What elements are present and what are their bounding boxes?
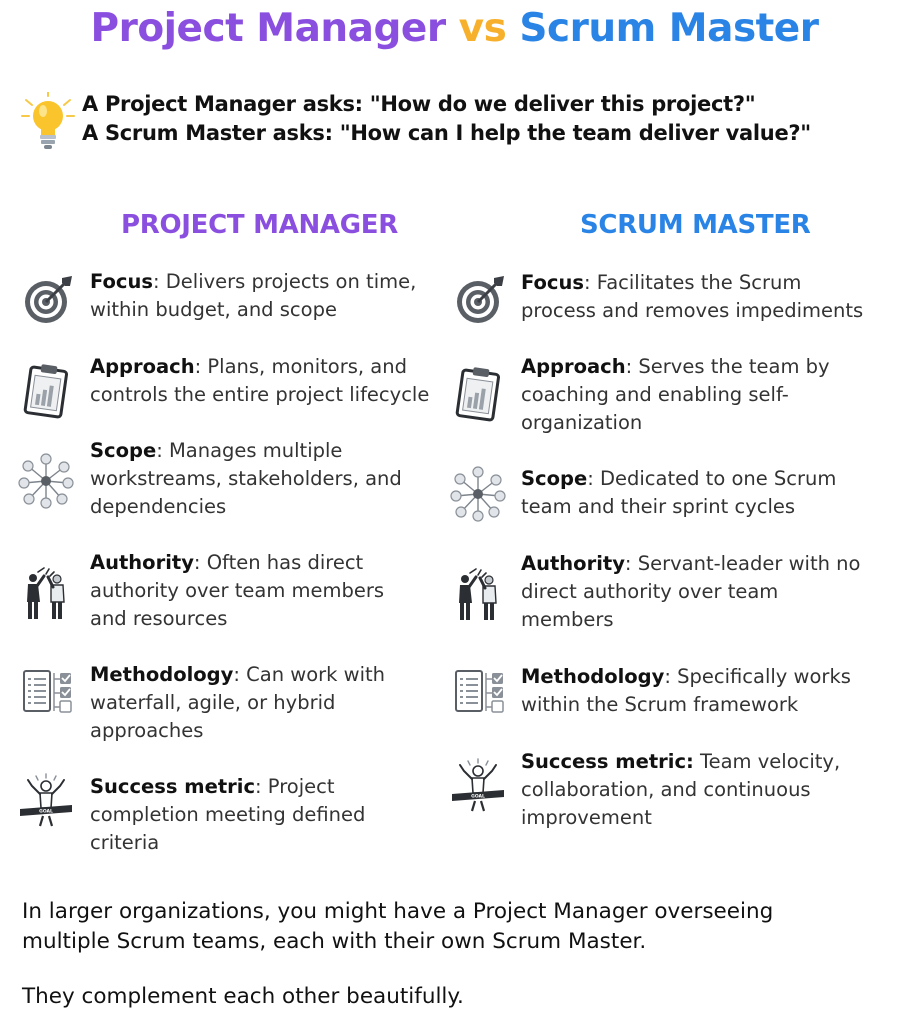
sm-question: A Scrum Master asks: "How can I help the team deliver value?" <box>82 121 811 145</box>
item-text: Manages multiple <box>168 439 343 462</box>
lightbulb-icon <box>20 92 76 152</box>
item-text: Serves the team by <box>638 355 830 378</box>
footer-closing: They complement each other beautifully. <box>22 984 464 1009</box>
item-label: Authority <box>521 552 625 575</box>
pm-focus-item: Focus: Delivers projects on time, within budget, and scope <box>90 270 417 321</box>
item-label: Focus <box>521 271 584 294</box>
page-title <box>0 6 909 51</box>
item-label: Methodology <box>521 665 665 688</box>
item-text: completion meeting defined <box>90 803 366 826</box>
item-text: Delivers projects on time, <box>165 270 417 293</box>
item-text: Dedicated to one Scrum <box>599 467 837 490</box>
item-text: criteria <box>90 831 160 854</box>
sm-column-heading: SCRUM MASTER <box>580 210 811 240</box>
item-text: direct authority over team <box>521 580 779 603</box>
item-text: controls the entire project lifecycle <box>90 383 430 406</box>
item-text: and resources <box>90 607 228 630</box>
pm-scope-item: Scope: Manages multiple workstreams, stakeholders, and dependencies <box>90 439 402 518</box>
item-text: Team velocity, <box>700 750 841 773</box>
item-text: organization <box>521 411 643 434</box>
item-text: Often has direct <box>206 551 364 574</box>
sm-scope-item: Scope: Dedicated to one Scrum team and their sprint cycles <box>521 467 837 518</box>
sm-focus-target-icon <box>452 272 508 328</box>
item-label: Scope <box>90 439 157 462</box>
pm-approach-clipboard-chart-icon <box>18 363 74 419</box>
pm-methodology-item: Methodology: Can work with waterfall, agile, or hybrid approaches <box>90 663 386 742</box>
item-text: Specifically works <box>677 665 851 688</box>
item-text: coaching and enabling self- <box>521 383 789 406</box>
item-text: Facilitates the Scrum <box>596 271 802 294</box>
item-text: workstreams, stakeholders, and <box>90 467 402 490</box>
sm-approach-item: Approach: Serves the team by coaching and enabling self- organization <box>521 355 830 434</box>
item-label: Approach <box>90 355 195 378</box>
item-label: Focus <box>90 270 153 293</box>
pm-success-goal-runner-icon <box>18 772 74 828</box>
item-text: within budget, and scope <box>90 298 337 321</box>
pm-question: A Project Manager asks: "How do we deliver this project?" <box>82 92 756 116</box>
item-text: process and removes impediments <box>521 299 864 322</box>
item-text: collaboration, and continuous <box>521 778 811 801</box>
sm-approach-clipboard-chart-icon <box>450 366 506 422</box>
sm-scope-network-people-icon <box>450 466 506 522</box>
footer-line: multiple Scrum teams, each with their own Scrum Master. <box>22 929 647 954</box>
item-label: Methodology <box>90 663 234 686</box>
footer-paragraph <box>22 897 773 957</box>
item-text: Plans, monitors, and <box>207 355 407 378</box>
item-text: authority over team members <box>90 579 385 602</box>
item-label: Scope <box>521 467 588 490</box>
pm-approach-item: Approach: Plans, monitors, and controls the entire project lifecycle <box>90 355 430 406</box>
pm-success-metric-item: Success metric: Project completion meeting defined criteria <box>90 775 366 854</box>
item-text: improvement <box>521 806 652 829</box>
item-label: Approach <box>521 355 626 378</box>
sm-methodology-checklist-icon <box>452 663 508 719</box>
sm-focus-item: Focus: Facilitates the Scrum process and removes impediments <box>521 271 864 322</box>
item-label: Success metric: <box>521 750 694 773</box>
pm-focus-target-icon <box>20 272 76 328</box>
item-text: dependencies <box>90 495 227 518</box>
item-text: team and their sprint cycles <box>521 495 796 518</box>
item-text: approaches <box>90 719 204 742</box>
item-text: within the Scrum framework <box>521 693 799 716</box>
sm-methodology-item: Methodology: Specifically works within the Scrum framework <box>521 665 851 716</box>
title-scrum-master: Scrum Master <box>519 6 819 51</box>
item-text: members <box>521 608 614 631</box>
title-vs: vs <box>458 6 507 51</box>
item-label: Authority <box>90 551 194 574</box>
pm-authority-item: Authority: Often has direct authority over team members and resources <box>90 551 385 630</box>
pm-authority-high-five-icon <box>18 566 74 622</box>
item-text: Can work with <box>246 663 386 686</box>
sm-success-metric-item <box>521 748 901 832</box>
item-text: Servant-leader with no <box>637 552 861 575</box>
pm-methodology-checklist-icon <box>20 663 76 719</box>
title-project-manager: Project Manager <box>90 6 446 51</box>
pm-column-heading: PROJECT MANAGER <box>121 210 398 240</box>
footer-line: In larger organizations, you might have a Project Manager overseeing <box>22 899 774 924</box>
sm-authority-high-five-icon <box>450 567 506 623</box>
item-text: Project <box>267 775 335 798</box>
sm-authority-item: Authority: Servant-leader with no direct authority over team members <box>521 552 861 631</box>
item-label: Success metric <box>90 775 255 798</box>
sm-success-goal-runner-icon <box>450 757 506 813</box>
item-text: waterfall, agile, or hybrid <box>90 691 336 714</box>
pm-scope-network-people-icon <box>18 453 74 509</box>
